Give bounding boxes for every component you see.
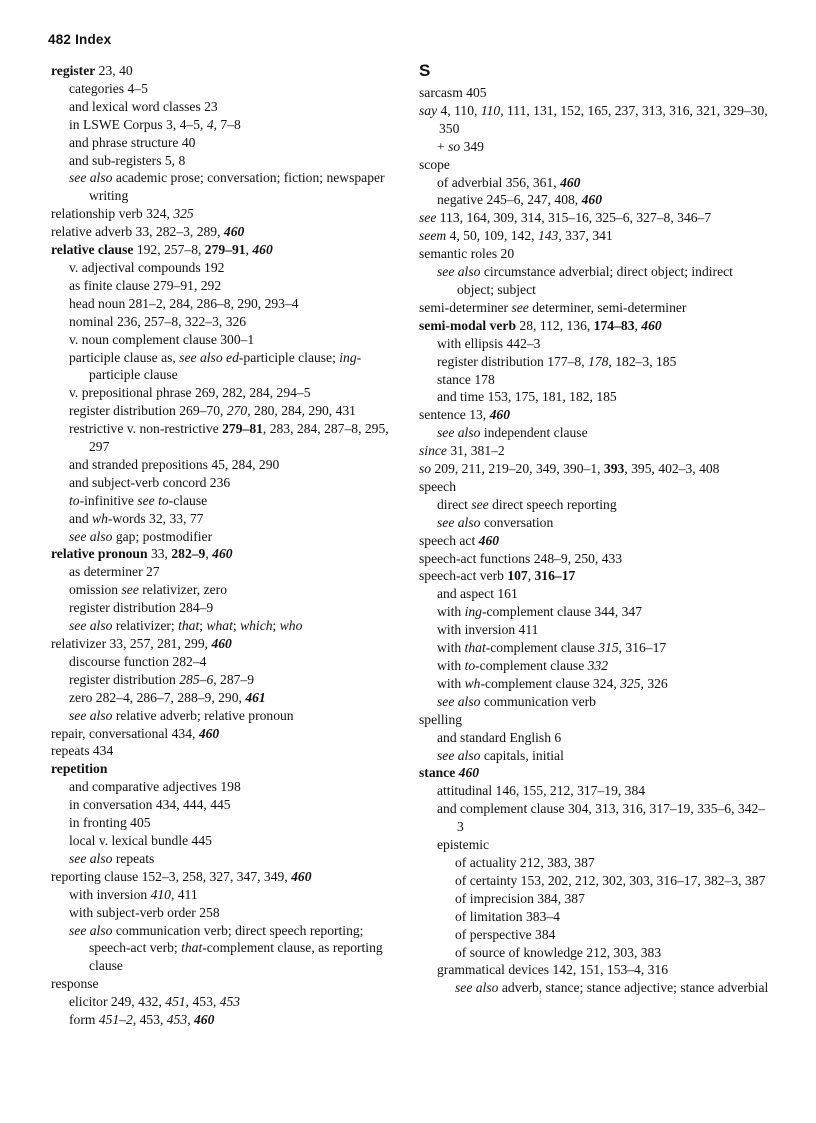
- index-entry: relativizer 33, 257, 281, 299, 460: [51, 636, 232, 651]
- index-entry: in conversation 434, 444, 445: [69, 797, 231, 813]
- index-entry: register distribution 269–70, 270, 280, 284, 290, 431: [69, 403, 356, 419]
- index-entry: head noun 281–2, 284, 286–8, 290, 293–4: [69, 295, 299, 311]
- index-entry: see also relative adverb; relative pronoun: [69, 707, 294, 723]
- index-entry: elicitor 249, 432, 451, 453, 453: [69, 994, 241, 1010]
- index-entry: see also repeats: [69, 850, 155, 866]
- index-entry: + so 349: [437, 138, 484, 154]
- index-entry: v. adjectival compounds 192: [69, 259, 225, 275]
- index-entry: restrictive v. non-restrictive 279–81, 283, 284, 287–8, 295, 297: [69, 421, 389, 455]
- index-entry: speech act 460: [419, 532, 500, 548]
- index-entry: semantic roles 20: [419, 246, 515, 262]
- index-entry: response: [51, 976, 99, 992]
- index-column-left: [51, 62, 401, 1029]
- index-entry: and subject-verb concord 236: [69, 474, 231, 490]
- index-entry: stance 460: [419, 765, 480, 781]
- index-entry: as determiner 27: [69, 564, 160, 580]
- index-entry: spelling: [419, 711, 463, 727]
- index-entry: attitudinal 146, 155, 212, 317–19, 384: [437, 783, 646, 799]
- index-entry: with inversion 410, 411: [69, 886, 198, 902]
- index-entry: in LSWE Corpus 3, 4–5, 4, 7–8: [69, 116, 241, 132]
- index-entry: of perspective 384: [455, 926, 556, 942]
- index-entry: with wh-complement clause 324, 325, 326: [437, 675, 668, 691]
- index-entry: with that-complement clause 315, 316–17: [437, 640, 667, 656]
- index-entry: see also independent clause: [437, 425, 588, 441]
- index-entry: and phrase structure 40: [69, 134, 196, 150]
- index-entry: and time 153, 175, 181, 182, 185: [437, 389, 617, 405]
- index-entry: see also communication verb; direct speech reporting; speech-act verb; that-complement clause, as reporting clause: [69, 922, 383, 974]
- index-entry: see also gap; postmodifier: [69, 528, 213, 544]
- index-entry: with ing-complement clause 344, 347: [437, 604, 643, 620]
- index-entry: direct see direct speech reporting: [437, 496, 617, 512]
- index-entry: so 209, 211, 219–20, 349, 390–1, 393, 395, 402–3, 408: [419, 461, 720, 477]
- index-entry: of limitation 383–4: [455, 908, 560, 924]
- index-entry: local v. lexical bundle 445: [69, 832, 212, 848]
- index-entry: reporting clause 152–3, 258, 327, 347, 349, 460: [51, 868, 312, 884]
- index-entry: of actuality 212, 383, 387: [455, 854, 595, 870]
- index-entry: relative adverb 33, 282–3, 289, 460: [51, 224, 245, 240]
- index-entry: of source of knowledge 212, 303, 383: [455, 944, 662, 960]
- index-entry: in fronting 405: [69, 815, 151, 831]
- index-entry: stance 178: [437, 371, 495, 387]
- index-entries-right: [419, 84, 769, 997]
- index-entry: v. noun complement clause 300–1: [69, 331, 255, 347]
- index-entry: register distribution 177–8, 178, 182–3, 185: [437, 353, 677, 369]
- index-entry: register 23, 40: [51, 63, 133, 78]
- index-entry: seem 4, 50, 109, 142, 143, 337, 341: [419, 228, 613, 244]
- index-entry: as finite clause 279–91, 292: [69, 277, 222, 293]
- index-entry: see also capitals, initial: [437, 747, 564, 763]
- index-entry: of adverbial 356, 361, 460: [437, 174, 581, 190]
- index-entry: repeats 434: [51, 743, 114, 759]
- index-entry: form 451–2, 453, 453, 460: [69, 1012, 215, 1028]
- index-entry: see also adverb, stance; stance adjective; stance adverbial: [455, 980, 769, 996]
- index-entry: v. prepositional phrase 269, 282, 284, 294–5: [69, 385, 311, 401]
- index-entry: relationship verb 324, 325: [51, 206, 194, 222]
- index-entry: repetition: [51, 761, 108, 777]
- index-entry: of imprecision 384, 387: [455, 890, 585, 906]
- index-entry: see also communication verb: [437, 693, 596, 709]
- section-letter: S: [419, 61, 431, 80]
- index-entry: to-infinitive see to-clause: [69, 492, 208, 508]
- index-entry: since 31, 381–2: [419, 443, 505, 459]
- index-entry: grammatical devices 142, 151, 153–4, 316: [437, 962, 669, 978]
- index-entry: and stranded prepositions 45, 284, 290: [69, 456, 280, 472]
- index-entry: see also academic prose; conversation; fiction; newspaper writing: [69, 170, 385, 204]
- index-entry: sentence 13, 460: [419, 407, 510, 423]
- page-number: 482: [48, 32, 72, 47]
- index-entry: see also conversation: [437, 514, 554, 530]
- index-entry: and comparative adjectives 198: [69, 779, 241, 795]
- index-entry: nominal 236, 257–8, 322–3, 326: [69, 313, 247, 329]
- index-entry: say 4, 110, 110, 111, 131, 152, 165, 237, 313, 316, 321, 329–30, 350: [419, 102, 768, 136]
- index-entry: and sub-registers 5, 8: [69, 152, 186, 168]
- index-entry: sarcasm 405: [419, 85, 487, 100]
- index-entry: with inversion 411: [437, 622, 539, 638]
- index-entry: speech-act verb 107, 316–17: [419, 568, 576, 584]
- index-entry: relative clause 192, 257–8, 279–91, 460: [51, 242, 273, 258]
- index-entry: discourse function 282–4: [69, 653, 207, 669]
- index-entry: epistemic: [437, 837, 490, 853]
- index-entry: register distribution 285–6, 287–9: [69, 671, 255, 687]
- index-entry: omission see relativizer, zero: [69, 582, 227, 598]
- index-entry: and standard English 6: [437, 729, 562, 745]
- index-entry: repair, conversational 434, 460: [51, 725, 220, 741]
- index-entry: with to-complement clause 332: [437, 658, 609, 673]
- index-entry: zero 282–4, 286–7, 288–9, 290, 461: [69, 689, 266, 705]
- index-entry: participle clause as, see also ed-participle clause; ing-participle clause: [69, 349, 362, 383]
- index-entry: and wh-words 32, 33, 77: [69, 510, 204, 526]
- index-entry: speech: [419, 478, 456, 494]
- index-entry: with subject-verb order 258: [69, 904, 220, 920]
- index-entry: with ellipsis 442–3: [437, 335, 541, 351]
- index-entry: semi-determiner see determiner, semi-determiner: [419, 299, 687, 315]
- index-entry: relative pronoun 33, 282–9, 460: [51, 546, 233, 562]
- section-title: Index: [75, 32, 112, 47]
- index-entry: and complement clause 304, 313, 316, 317–19, 335–6, 342–3: [437, 801, 766, 835]
- running-header: [48, 32, 111, 47]
- index-entry: register distribution 284–9: [69, 600, 214, 616]
- index-entry: negative 245–6, 247, 408, 460: [437, 192, 602, 208]
- index-entry: of certainty 153, 202, 212, 302, 303, 316–17, 382–3, 387: [455, 872, 766, 888]
- index-column-right: [419, 60, 769, 997]
- index-entry: see 113, 164, 309, 314, 315–16, 325–6, 327–8, 346–7: [419, 210, 712, 226]
- index-entry: semi-modal verb 28, 112, 136, 174–83, 460: [419, 317, 662, 333]
- index-entry: speech-act functions 248–9, 250, 433: [419, 550, 623, 566]
- index-entry: categories 4–5: [69, 80, 148, 96]
- index-entry: see also circumstance adverbial; direct object; indirect object; subject: [437, 264, 733, 297]
- index-entry: see also relativizer; that; what; which; who: [69, 618, 303, 634]
- index-entry: scope: [419, 156, 450, 172]
- index-entry: and aspect 161: [437, 586, 518, 602]
- index-entry: and lexical word classes 23: [69, 98, 218, 114]
